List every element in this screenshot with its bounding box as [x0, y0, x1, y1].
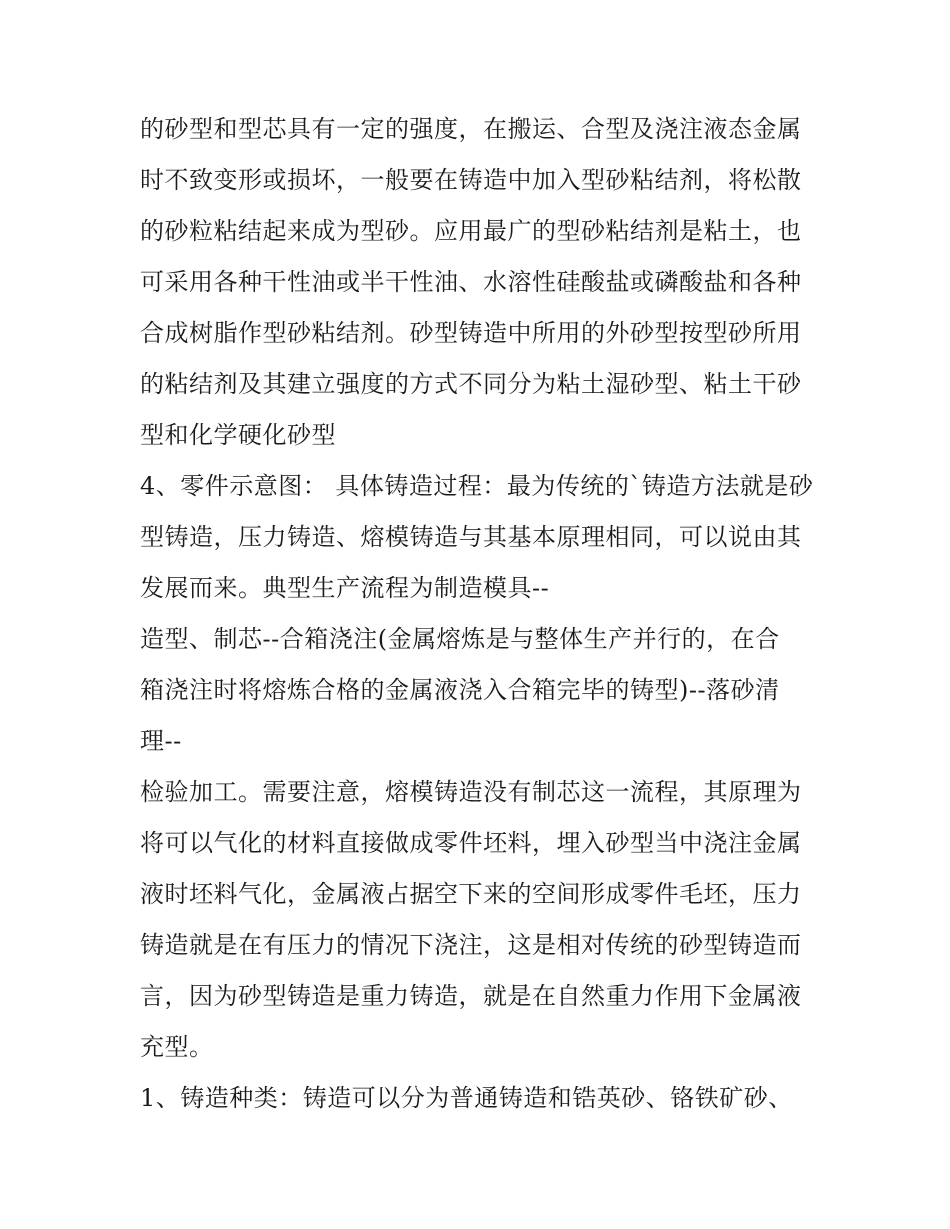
text-line: 造型、制芯--合箱浇注(金属熔炼是与整体生产并行的，在合: [140, 625, 780, 653]
text-line: 液时坯料气化，金属液占据空下来的空间形成零件毛坯，压力: [140, 880, 802, 908]
text-line: 型铸造，压力铸造、熔模铸造与其基本原理相同，可以说由其: [140, 523, 802, 551]
section-heading-line: 4、零件示意图： 具体铸造过程：最为传统的`铸造方法就是砂: [140, 472, 814, 500]
text-line: 将可以气化的材料直接做成零件坯料，埋入砂型当中浇注金属: [140, 829, 802, 857]
text-line: 的粘结剂及其建立强度的方式不同分为粘土湿砂型、粘土干砂: [140, 370, 802, 398]
text-line: 检验加工。需要注意，熔模铸造没有制芯这一流程，其原理为: [140, 778, 802, 806]
text-line: 铸造就是在有压力的情况下浇注，这是相对传统的砂型铸造而: [140, 931, 802, 959]
text-line: 型和化学硬化砂型: [140, 421, 336, 449]
text-line: 发展而来。典型生产流程为制造模具--: [140, 574, 550, 602]
text-line: 的砂粒粘结起来成为型砂。应用最广的型砂粘结剂是粘土，也: [140, 217, 802, 245]
text-line: 言，因为砂型铸造是重力铸造，就是在自然重力作用下金属液: [140, 982, 802, 1010]
text-line: 箱浇注时将熔炼合格的金属液浇入合箱完毕的铸型)--落砂清: [140, 676, 780, 704]
text-line: 时不致变形或损坏，一般要在铸造中加入型砂粘结剂，将松散: [140, 166, 802, 194]
text-line: 可采用各种干性油或半干性油、水溶性硅酸盐或磷酸盐和各种: [140, 268, 802, 296]
section-heading-line: 1、铸造种类：铸造可以分为普通铸造和锆英砂、铬铁矿砂、: [140, 1084, 793, 1112]
text-line: 合成树脂作型砂粘结剂。砂型铸造中所用的外砂型按型砂所用: [140, 319, 802, 347]
text-line: 的砂型和型芯具有一定的强度，在搬运、合型及浇注液态金属: [140, 115, 802, 143]
text-line: 充型。: [140, 1033, 214, 1061]
text-line: 理--: [140, 727, 182, 755]
